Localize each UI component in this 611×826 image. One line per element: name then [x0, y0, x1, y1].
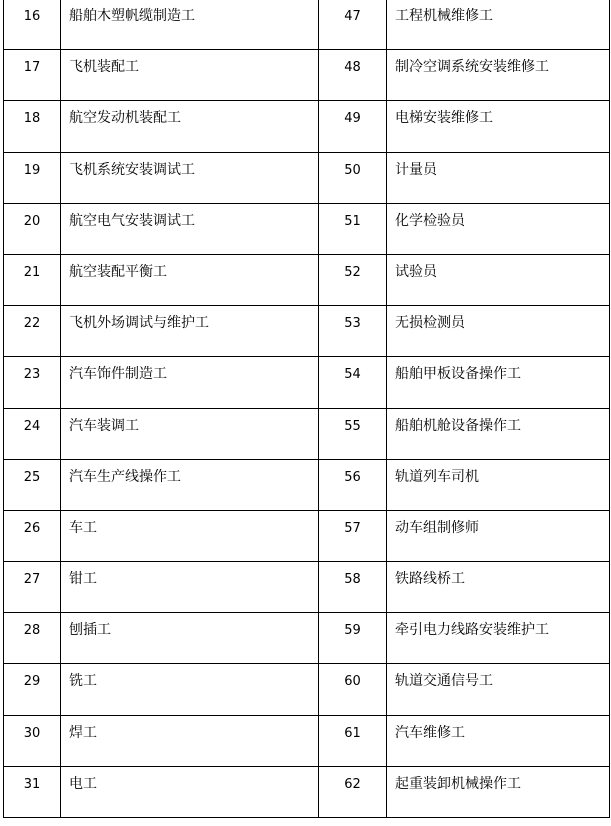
- occupation-table-body: [4, 0, 610, 818]
- row-number-right: 49: [344, 111, 361, 127]
- occupation-name-left: 刨插工: [69, 622, 111, 639]
- occupation-name-left-cell: [61, 459, 319, 510]
- table-row: [4, 408, 610, 459]
- table-row: [4, 254, 610, 305]
- occupation-name-left: 飞机装配工: [69, 59, 139, 76]
- row-number-right: 62: [344, 776, 361, 792]
- occupation-name-right-cell: [387, 664, 610, 715]
- row-number-right-cell: [319, 306, 387, 357]
- row-number-right-cell: [319, 254, 387, 305]
- row-number-right-cell: [319, 152, 387, 203]
- row-number-right-cell: [319, 664, 387, 715]
- occupation-name-right: 汽车维修工: [395, 724, 465, 741]
- row-number-right-cell: [319, 0, 387, 50]
- occupation-name-left-cell: [61, 408, 319, 459]
- occupation-name-right-cell: [387, 306, 610, 357]
- table-row: [4, 766, 610, 817]
- row-number-left: 17: [23, 60, 41, 76]
- occupation-name-left: 焊工: [69, 724, 97, 741]
- row-number-right: 54: [344, 367, 361, 383]
- occupation-name-right: 动车组制修师: [395, 519, 479, 536]
- occupation-name-left-cell: [61, 715, 319, 766]
- occupation-name-right-cell: [387, 50, 610, 101]
- row-number-left-cell: [4, 203, 61, 254]
- row-number-left: 20: [23, 213, 41, 229]
- row-number-left: 28: [23, 623, 41, 639]
- occupation-name-right-cell: [387, 152, 610, 203]
- row-number-right-cell: [319, 459, 387, 510]
- occupation-name-left: 钳工: [69, 571, 97, 588]
- row-number-right-cell: [319, 50, 387, 101]
- row-number-left-cell: [4, 510, 61, 561]
- row-number-left: 27: [23, 572, 41, 588]
- row-number-right: 59: [344, 623, 361, 639]
- table-row: [4, 664, 610, 715]
- row-number-right-cell: [319, 408, 387, 459]
- occupation-name-left-cell: [61, 0, 319, 50]
- occupation-name-left-cell: [61, 203, 319, 254]
- occupation-name-right-cell: [387, 766, 610, 817]
- row-number-left-cell: [4, 766, 61, 817]
- occupation-name-left-cell: [61, 510, 319, 561]
- row-number-left: 16: [23, 9, 41, 24]
- row-number-right: 56: [344, 469, 361, 485]
- occupation-name-left: 铣工: [69, 673, 97, 690]
- occupation-name-left: 船舶木塑帆缆制造工: [69, 8, 195, 24]
- occupation-name-right: 化学检验员: [395, 212, 465, 229]
- occupation-name-right: 轨道交通信号工: [395, 673, 493, 690]
- occupation-name-right-cell: [387, 715, 610, 766]
- occupation-name-right-cell: [387, 0, 610, 50]
- occupation-name-right: 试验员: [395, 263, 437, 280]
- row-number-left-cell: [4, 715, 61, 766]
- row-number-right: 61: [344, 725, 361, 741]
- row-number-right: 51: [344, 213, 361, 229]
- occupation-name-right-cell: [387, 254, 610, 305]
- row-number-left-cell: [4, 357, 61, 408]
- occupation-name-right: 无损检测员: [395, 315, 465, 332]
- row-number-left: 22: [23, 316, 41, 332]
- row-number-left: 18: [23, 111, 41, 127]
- occupation-name-right: 计量员: [395, 161, 437, 178]
- table-row: [4, 50, 610, 101]
- row-number-left-cell: [4, 306, 61, 357]
- row-number-right-cell: [319, 766, 387, 817]
- table-row: [4, 459, 610, 510]
- occupation-name-left: 航空装配平衡工: [69, 263, 167, 280]
- occupation-name-left: 车工: [69, 519, 97, 536]
- occupation-name-left: 汽车生产线操作工: [69, 468, 181, 485]
- row-number-left: 29: [23, 674, 41, 690]
- row-number-right: 57: [344, 520, 361, 536]
- occupation-name-right: 牵引电力线路安装维护工: [395, 622, 549, 639]
- occupation-name-right: 船舶机舱设备操作工: [395, 417, 521, 434]
- occupation-name-right-cell: [387, 101, 610, 152]
- row-number-left: 19: [23, 162, 41, 178]
- row-number-left-cell: [4, 459, 61, 510]
- occupation-name-left-cell: [61, 50, 319, 101]
- table-row: [4, 562, 610, 613]
- table-row: [4, 510, 610, 561]
- row-number-left: 21: [23, 264, 41, 280]
- occupation-name-left-cell: [61, 664, 319, 715]
- occupation-name-right: 电梯安装维修工: [395, 110, 493, 127]
- row-number-left-cell: [4, 408, 61, 459]
- occupation-name-left-cell: [61, 562, 319, 613]
- occupation-name-right-cell: [387, 613, 610, 664]
- occupation-name-right: 轨道列车司机: [395, 468, 479, 485]
- row-number-left-cell: [4, 50, 61, 101]
- row-number-left-cell: [4, 613, 61, 664]
- occupation-name-left: 电工: [69, 775, 97, 792]
- occupation-name-right: 制冷空调系统安装维修工: [395, 59, 549, 76]
- occupation-name-left-cell: [61, 152, 319, 203]
- occupation-name-left-cell: [61, 101, 319, 152]
- row-number-left: 31: [23, 776, 41, 792]
- occupation-name-left: 航空发动机装配工: [69, 110, 181, 127]
- occupation-name-right-cell: [387, 562, 610, 613]
- table-row: [4, 152, 610, 203]
- row-number-right-cell: [319, 613, 387, 664]
- occupation-name-left: 飞机外场调试与维护工: [69, 315, 209, 332]
- occupation-name-left-cell: [61, 766, 319, 817]
- row-number-right-cell: [319, 715, 387, 766]
- row-number-left: 24: [23, 418, 41, 434]
- row-number-right: 60: [344, 674, 361, 690]
- occupation-name-right-cell: [387, 408, 610, 459]
- row-number-left-cell: [4, 0, 61, 50]
- row-number-left: 30: [23, 725, 41, 741]
- table-row: [4, 101, 610, 152]
- occupation-name-right: 起重装卸机械操作工: [395, 775, 521, 792]
- table-row: [4, 357, 610, 408]
- row-number-right-cell: [319, 203, 387, 254]
- row-number-right-cell: [319, 101, 387, 152]
- occupation-name-right-cell: [387, 459, 610, 510]
- occupation-name-right-cell: [387, 203, 610, 254]
- occupation-name-right: 船舶甲板设备操作工: [395, 366, 521, 383]
- table-row: [4, 306, 610, 357]
- occupation-name-right: 铁路线桥工: [395, 571, 465, 588]
- table-row: [4, 0, 610, 50]
- occupation-name-right: 工程机械维修工: [395, 8, 493, 24]
- occupation-name-left-cell: [61, 357, 319, 408]
- row-number-right: 52: [344, 264, 361, 280]
- occupation-name-left-cell: [61, 613, 319, 664]
- row-number-left: 26: [23, 520, 41, 536]
- occupation-name-right-cell: [387, 357, 610, 408]
- row-number-right: 50: [344, 162, 361, 178]
- occupation-name-right-cell: [387, 510, 610, 561]
- occupation-name-left: 飞机系统安装调试工: [69, 161, 195, 178]
- table-row: [4, 715, 610, 766]
- row-number-left-cell: [4, 152, 61, 203]
- row-number-right-cell: [319, 510, 387, 561]
- table-row: [4, 203, 610, 254]
- row-number-right: 47: [344, 9, 361, 24]
- row-number-left-cell: [4, 101, 61, 152]
- row-number-right: 58: [344, 572, 361, 588]
- occupation-name-left: 汽车装调工: [69, 417, 139, 434]
- occupation-name-left: 汽车饰件制造工: [69, 366, 167, 383]
- row-number-left-cell: [4, 664, 61, 715]
- occupation-table: [3, 0, 610, 818]
- occupation-name-left: 航空电气安装调试工: [69, 212, 195, 229]
- row-number-left-cell: [4, 254, 61, 305]
- row-number-left-cell: [4, 562, 61, 613]
- row-number-right: 55: [344, 418, 361, 434]
- row-number-right-cell: [319, 357, 387, 408]
- row-number-left: 25: [23, 469, 41, 485]
- occupation-name-left-cell: [61, 306, 319, 357]
- table-row: [4, 613, 610, 664]
- row-number-right: 48: [344, 60, 361, 76]
- row-number-left: 23: [23, 367, 41, 383]
- row-number-right: 53: [344, 316, 361, 332]
- occupation-name-left-cell: [61, 254, 319, 305]
- row-number-right-cell: [319, 562, 387, 613]
